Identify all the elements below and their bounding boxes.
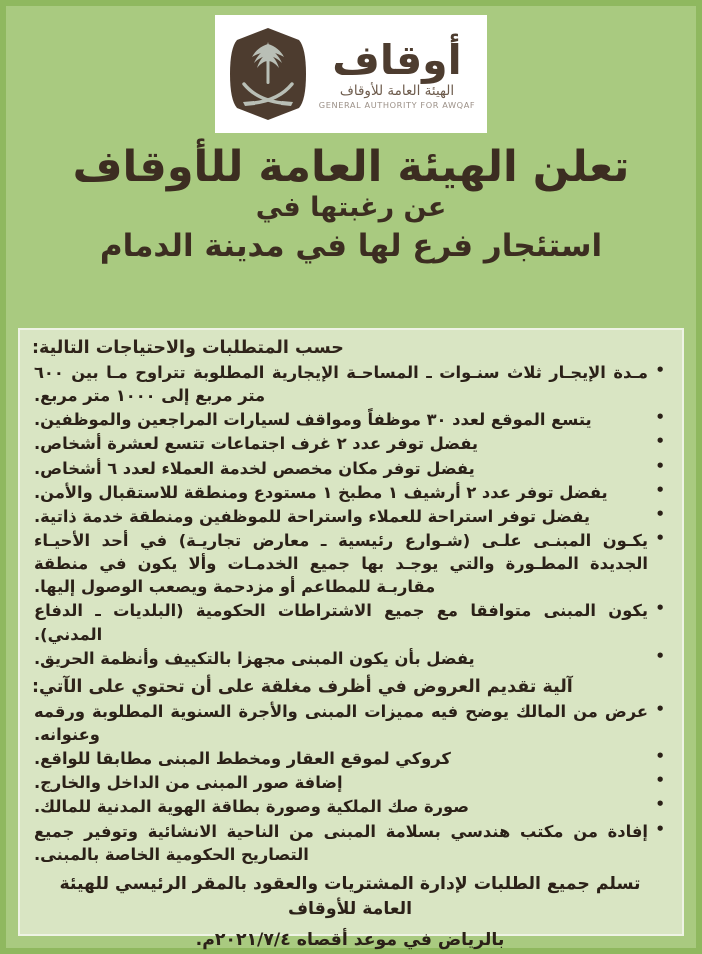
logo-wordmark: [318, 36, 476, 110]
list-item: • يفضل توفر عدد ٢ غرف اجتماعات تتسع لعشرة أشخاص.: [32, 432, 668, 455]
list-item: • مـدة الإيجـار ثلاث سنـوات ـ المساحـة الإيجارية المطلوبة تتراوح مـا بين ٦٠٠ متر مربع إلى ١٠٠٠ متر مربع.: [32, 361, 668, 407]
saudi-emblem-icon: [227, 26, 309, 122]
details-panel: [18, 328, 684, 950]
list-item: • يفضل توفر عدد ٢ أرشيف ١ مطبخ ١ مستودع ومنطقة للاستقبال والأمن.: [32, 481, 668, 504]
submission-heading: آلية تقديم العروض في أظرف مغلقة على أن تحتوي على الآتي:: [32, 676, 573, 697]
list-item: • يفضل توفر استراحة للعملاء واستراحة للموظفين ومنطقة خدمة ذاتية.: [32, 505, 668, 528]
list-item: • يكون المبنى متوافقا مع جميع الاشتراطات الحكومية (البلديات ـ الدفاع المدني).: [32, 599, 668, 645]
list-item: • إفادة من مكتب هندسي بسلامة المبنى من الناحية الانشائية وتوفير جميع التصاريح الحكومية الخاصة بالمبنى.: [32, 820, 668, 866]
list-item: • عرض من المالك يوضح فيه مميزات المبنى والأجرة السنوية المطلوبة ورقمه وعنوانه.: [32, 700, 668, 746]
requirements-heading: حسب المتطلبات والاحتياجات التالية:: [32, 338, 344, 358]
headline-block: [6, 143, 696, 265]
list-item: • يتسع الموقع لعدد ٣٠ موظفاً ومواقف لسيارات المراجعين والموظفين.: [32, 408, 668, 431]
headline-secondary: عن رغبتها في: [255, 192, 447, 224]
logo-block: [215, 15, 487, 133]
list-item: • يكـون المبنـى علـى (شـوارع رئيسية ـ معارض تجاريـة) في أحد الأحيـاء الجديدة المطـورة والتي يوجـد بها جميع الخدمـات وألا يكون في منطقة مقاربـة للمطاعم أو مزدحمة ويصعب الوصول إليها.: [32, 529, 668, 598]
submission-deadline-line: بالرياض في موعد أقصاه ٢٠٢١/٧/٤م.: [195, 929, 505, 950]
logo-wordmark-arabic: أوقاف: [332, 36, 462, 85]
list-item: • يفضل بأن يكون المبنى مجهزا بالتكييف وأنظمة الحريق.: [32, 647, 668, 670]
logo-subtitle-arabic: الهيئة العامة للأوقاف: [339, 83, 455, 100]
requirements-list: [32, 361, 668, 670]
list-item: • يفضل توفر مكان مخصص لخدمة العملاء لعدد ٦ أشخاص.: [32, 457, 668, 480]
headline-tertiary: استئجار فرع لها في مدينة الدمام: [99, 227, 603, 264]
submission-address-line: تسلم جميع الطلبات لإدارة المشتريات والعقود بالمقر الرئيسي للهيئة العامة للأوقاف: [59, 873, 641, 919]
list-item: • كروكي لموقع العقار ومخطط المبنى مطابقا للواقع.: [32, 747, 668, 770]
header-band: [6, 6, 696, 265]
logo-subtitle-english: GENERAL AUTHORITY FOR AWQAF: [318, 99, 476, 110]
list-item: • إضافة صور المبنى من الداخل والخارج.: [32, 771, 668, 794]
list-item: • صورة صك الملكية وصورة بطاقة الهوية المدنية للمالك.: [32, 795, 668, 818]
submission-list: [32, 700, 668, 866]
headline-primary: تعلن الهيئة العامة للأوقاف: [72, 142, 630, 192]
